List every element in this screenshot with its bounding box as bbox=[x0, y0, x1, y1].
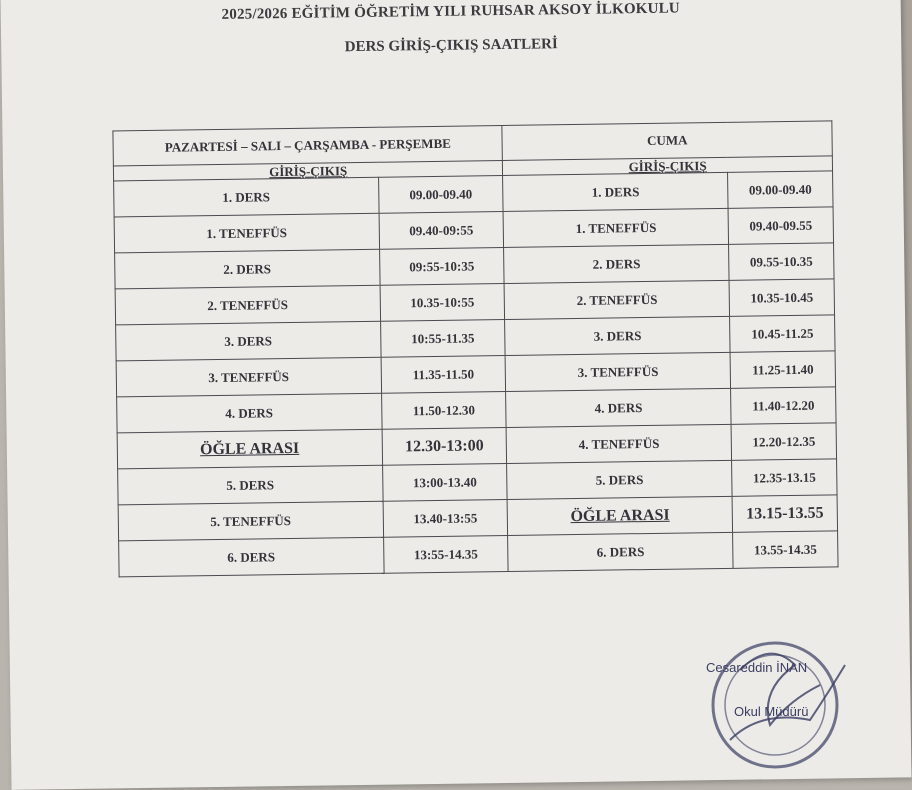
friday-label: 1. TENEFFÜS bbox=[503, 208, 728, 247]
weekday-label: 5. TENEFFÜS bbox=[118, 501, 383, 541]
weekday-lunch-label: ÖĞLE ARASI bbox=[117, 429, 382, 469]
principal-name: Cesareddin İNAN bbox=[706, 660, 808, 675]
weekday-label: 5. DERS bbox=[118, 465, 383, 505]
friday-label: 3. DERS bbox=[505, 316, 730, 355]
friday-label: 4. TENEFFÜS bbox=[506, 424, 731, 463]
friday-time: 09.40-09.55 bbox=[728, 207, 833, 244]
weekday-label: 1. DERS bbox=[114, 177, 379, 217]
friday-time: 11.40-12.20 bbox=[731, 387, 836, 424]
weekday-label: 6. DERS bbox=[119, 537, 384, 577]
friday-lunch-time: 13.15-13.55 bbox=[732, 495, 837, 532]
friday-label: 3. TENEFFÜS bbox=[505, 352, 730, 391]
weekday-label: 1. TENEFFÜS bbox=[114, 213, 379, 253]
weekday-time: 10.35-10:55 bbox=[380, 283, 505, 321]
friday-label: 6. DERS bbox=[508, 532, 733, 571]
weekday-time: 13:55-14.35 bbox=[383, 535, 508, 573]
principal-title: Okul Müdürü bbox=[734, 704, 809, 719]
friday-time: 10.45-11.25 bbox=[730, 315, 835, 352]
weekday-time: 09.40-09:55 bbox=[379, 211, 504, 249]
weekday-time: 10:55-11.35 bbox=[380, 319, 505, 357]
friday-lunch-label: ÖĞLE ARASI bbox=[508, 496, 733, 535]
friday-label: 4. DERS bbox=[506, 388, 731, 427]
weekday-time: 13.40-13:55 bbox=[383, 499, 508, 537]
friday-time: 09.55-10.35 bbox=[729, 243, 834, 280]
weekday-header: PAZARTESİ – SALI – ÇARŞAMBA - PERŞEMBE bbox=[113, 126, 503, 166]
friday-label: 1. DERS bbox=[503, 172, 728, 211]
weekday-time: 13:00-13.40 bbox=[382, 463, 507, 501]
friday-time: 11.25-11.40 bbox=[730, 351, 835, 388]
friday-header: CUMA bbox=[502, 121, 832, 161]
friday-time: 12.20-12.35 bbox=[731, 423, 836, 460]
weekday-time: 09:55-10:35 bbox=[379, 247, 504, 285]
friday-time: 09.00-09.40 bbox=[728, 171, 833, 208]
friday-time: 10.35-10.45 bbox=[729, 279, 834, 316]
weekday-label: 2. DERS bbox=[115, 249, 380, 289]
weekday-lunch-time: 12.30-13:00 bbox=[382, 427, 507, 465]
friday-time: 12.35-13.15 bbox=[732, 459, 837, 496]
friday-subheader: GİRİŞ-ÇIKIŞ bbox=[503, 156, 833, 176]
friday-label: 2. DERS bbox=[504, 244, 729, 283]
weekday-label: 3. DERS bbox=[116, 321, 381, 361]
friday-label: 2. TENEFFÜS bbox=[504, 280, 729, 319]
weekday-label: 4. DERS bbox=[117, 393, 382, 433]
friday-label: 5. DERS bbox=[507, 460, 732, 499]
document-subtitle: DERS GİRİŞ-ÇIKIŞ SAATLERİ bbox=[344, 36, 558, 56]
schedule-table bbox=[112, 120, 838, 577]
friday-time: 13.55-14.35 bbox=[733, 531, 838, 568]
weekday-time: 11.50-12.30 bbox=[381, 391, 506, 429]
weekday-time: 11.35-11.50 bbox=[381, 355, 506, 393]
weekday-label: 3. TENEFFÜS bbox=[116, 357, 381, 397]
weekday-time: 09.00-09.40 bbox=[378, 175, 503, 213]
document-title: 2025/2026 EĞİTİM ÖĞRETİM YILI RUHSAR AKSOY İLKOKULU bbox=[221, 0, 681, 23]
weekday-subheader: GİRİŞ-ÇIKIŞ bbox=[113, 160, 503, 180]
weekday-label: 2. TENEFFÜS bbox=[115, 285, 380, 325]
